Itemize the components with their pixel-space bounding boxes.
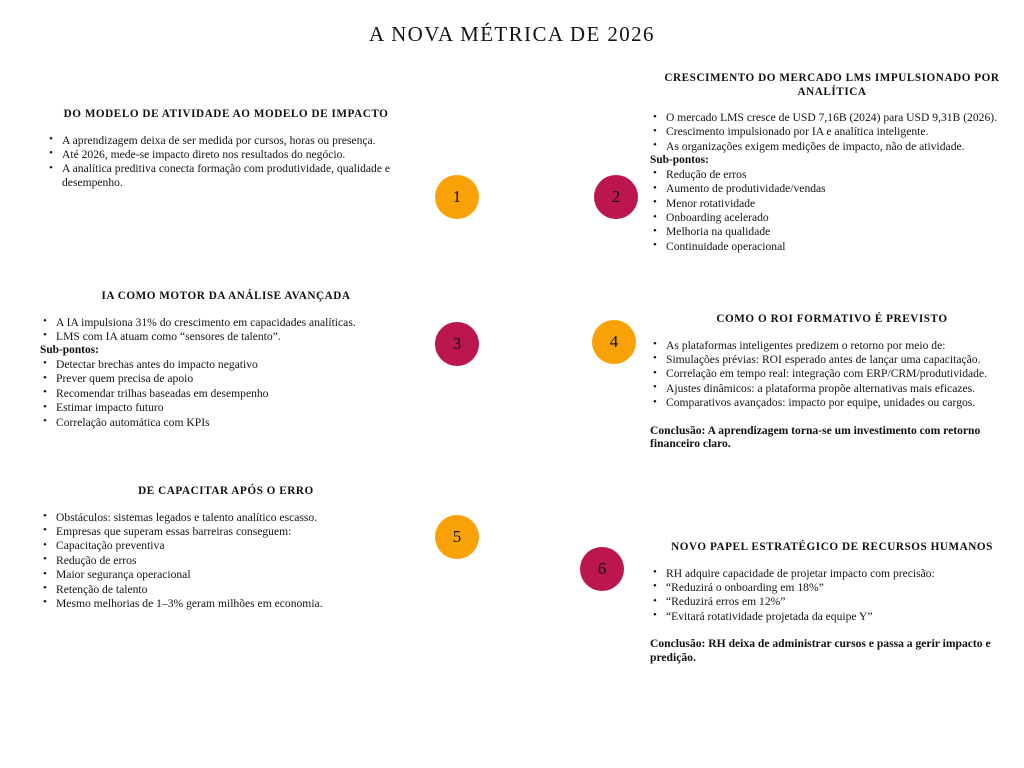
- section-subbullets-2: [650, 168, 1014, 253]
- list-item: • O mercado LMS cresce de USD 7,16B (2024) para USD 9,31B (2026).: [650, 111, 1014, 124]
- list-item: • Onboarding acelerado: [650, 211, 1014, 224]
- section-block-4: [650, 313, 1014, 451]
- list-item: • A IA impulsiona 31% do crescimento em capacidades analíticas.: [40, 316, 412, 329]
- list-item: • Redução de erros: [40, 554, 412, 567]
- step-marker-3[interactable]: [435, 322, 479, 366]
- step-marker-6-label: 6: [597, 559, 607, 578]
- section-bullets-1: [46, 134, 406, 190]
- list-item: • Continuidade operacional: [650, 240, 1014, 253]
- list-item: • Até 2026, mede-se impacto direto nos resultados do negócio.: [46, 148, 406, 161]
- section-heading-5: DE CAPACITAR APÓS O ERRO: [138, 485, 314, 497]
- section-subbullets-3: [40, 358, 412, 429]
- list-item: • RH adquire capacidade de projetar impacto com precisão:: [650, 567, 1014, 580]
- list-item: • As plataformas inteligentes predizem o retorno por meio de:: [650, 339, 1014, 352]
- list-item: • LMS com IA atuam como “sensores de talento”.: [40, 330, 412, 343]
- list-item: • Aumento de produtividade/vendas: [650, 182, 1014, 195]
- list-item: • Maior segurança operacional: [40, 568, 412, 581]
- step-marker-2-label: 2: [611, 187, 621, 206]
- step-marker-5-label: 5: [452, 527, 462, 546]
- section-heading-1: DO MODELO DE ATIVIDADE AO MODELO DE IMPACTO: [63, 108, 389, 120]
- page-title: A NOVA MÉTRICA DE 2026: [369, 22, 655, 46]
- sub-points-label-3: Sub-pontos:: [40, 344, 99, 357]
- section-block-1: [46, 108, 406, 190]
- list-item: • Capacitação preventiva: [40, 539, 412, 552]
- list-item: • Prever quem precisa de apoio: [40, 372, 412, 385]
- section-block-3: [40, 290, 412, 430]
- list-item: • “Reduzirá o onboarding em 18%”: [650, 581, 1014, 594]
- step-marker-1[interactable]: [435, 175, 479, 219]
- section-heading-6: NOVO PAPEL ESTRATÉGICO DE RECURSOS HUMANOS: [671, 541, 993, 553]
- list-item: • Mesmo melhorias de 1–3% geram milhões em economia.: [40, 597, 412, 610]
- section-heading-2: CRESCIMENTO DO MERCADO LMS IMPULSIONADO POR ANALÍTICA: [664, 72, 1000, 98]
- list-item: • Menor rotatividade: [650, 197, 1014, 210]
- list-item: • Obstáculos: sistemas legados e talento analítico escasso.: [40, 511, 412, 524]
- section-conclusion-6: Conclusão: RH deixa de administrar cursos e passa a gerir impacto e predição.: [650, 637, 991, 664]
- list-item: • Comparativos avançados: impacto por equipe, unidades ou cargos.: [650, 396, 1014, 409]
- section-heading-3: IA COMO MOTOR DA ANÁLISE AVANÇADA: [101, 290, 351, 302]
- section-block-2: [650, 72, 1014, 254]
- section-bullets-5: [40, 511, 412, 611]
- list-item: • A analítica preditiva conecta formação com produtividade, qualidade e desempenho.: [46, 162, 406, 189]
- list-item: • Ajustes dinâmicos: a plataforma propõe alternativas mais eficazes.: [650, 382, 1014, 395]
- list-item: • As organizações exigem medições de impacto, não de atividade.: [650, 140, 1014, 153]
- step-marker-5[interactable]: [435, 515, 479, 559]
- section-bullets-6: [650, 567, 1014, 624]
- step-marker-2[interactable]: [594, 175, 638, 219]
- list-item: • “Reduzirá erros em 12%”: [650, 595, 1014, 608]
- section-bullets-2: [650, 111, 1014, 153]
- step-marker-4-label: 4: [609, 332, 619, 351]
- step-marker-6[interactable]: [580, 547, 624, 591]
- section-conclusion-4: Conclusão: A aprendizagem torna-se um investimento com retorno financeiro claro.: [650, 423, 981, 451]
- section-block-6: [650, 541, 1014, 664]
- list-item: • Estimar impacto futuro: [40, 401, 412, 414]
- step-marker-4[interactable]: [592, 320, 636, 364]
- sub-points-label-2: Sub-pontos:: [650, 154, 709, 167]
- section-heading-4: COMO O ROI FORMATIVO É PREVISTO: [716, 313, 948, 325]
- list-item: • Simulações prévias: ROI esperado antes de lançar uma capacitação.: [650, 353, 1014, 366]
- list-item: • Recomendar trilhas baseadas em desempenho: [40, 387, 412, 400]
- list-item: • Redução de erros: [650, 168, 1014, 181]
- list-item: • Correlação em tempo real: integração com ERP/CRM/produtividade.: [650, 367, 1014, 380]
- step-marker-1-label: 1: [452, 187, 462, 206]
- list-item: • Detectar brechas antes do impacto negativo: [40, 358, 412, 371]
- section-block-5: [40, 485, 412, 611]
- list-item: • “Evitará rotatividade projetada da equipe Y”: [650, 610, 1014, 623]
- list-item: • A aprendizagem deixa de ser medida por cursos, horas ou presença.: [46, 134, 406, 147]
- step-marker-3-label: 3: [452, 334, 462, 353]
- list-item: • Empresas que superam essas barreiras conseguem:: [40, 525, 412, 538]
- list-item: • Retenção de talento: [40, 583, 412, 596]
- list-item: • Crescimento impulsionado por IA e analítica inteligente.: [650, 125, 1014, 138]
- section-bullets-4: [650, 339, 1014, 410]
- list-item: • Correlação automática com KPIs: [40, 416, 412, 429]
- list-item: • Melhoria na qualidade: [650, 225, 1014, 238]
- section-bullets-3: [40, 316, 412, 344]
